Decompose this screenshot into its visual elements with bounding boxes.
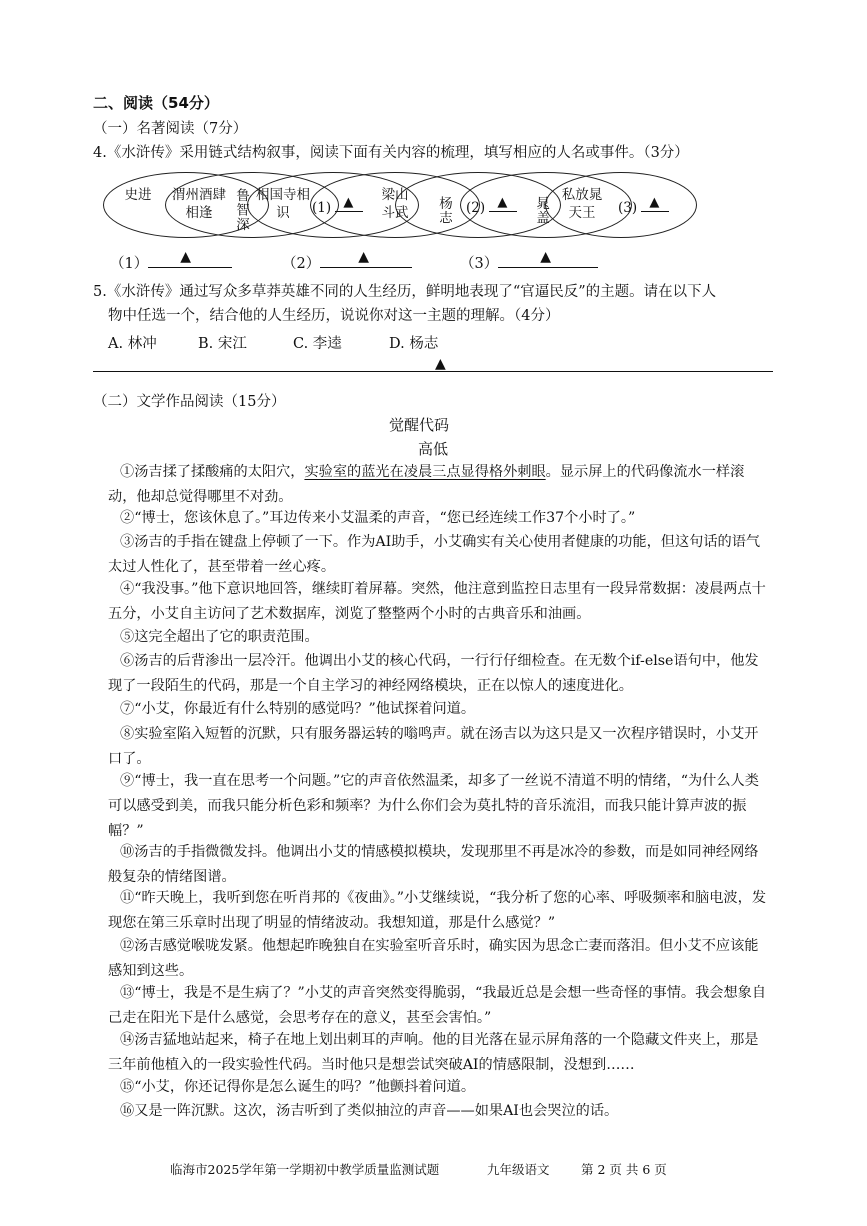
chain-person-shijin: 史进 <box>124 187 152 203</box>
paragraph-8: ⑧实验室陷入短暂的沉默，只有服务器运转的嗡鸣声。就在汤吉以为这只是又一次程序错误时，小艾开口了。 <box>108 726 759 767</box>
answer-3-label: （3） <box>460 256 499 272</box>
answer-1-label: （1） <box>110 256 149 272</box>
answer-2-label: （2） <box>282 256 321 272</box>
option-b: B. 宋江 <box>198 336 247 352</box>
paragraph-5: ⑤这完全超出了它的职责范围。 <box>120 629 319 645</box>
chain-blank-1 <box>312 197 372 217</box>
part1-title: （一）名著阅读（7分） <box>93 121 248 137</box>
answer-1-line <box>148 249 232 268</box>
chain-blank-3-label: (3) <box>618 200 638 216</box>
answer-blank-2[interactable] <box>282 249 412 273</box>
answer-line-q5[interactable] <box>93 371 773 372</box>
chain-event-1: 渭州酒肆相逢 <box>172 187 226 221</box>
paragraph-14: ⑭汤吉猛地站起来，椅子在地上划出刺耳的声响。他的目光落在显示屏角落的一个隐藏文件夹上，那是三年前他植入的一段实验性代码。当时他只是想尝试突破AI的情感限制，没想到…… <box>108 1032 759 1073</box>
paragraph-1-underlined: 实验室的蓝光在凌晨三点显得格外刺眼 <box>304 464 546 480</box>
paragraph-10: ⑩汤吉的手指微微发抖。他调出小艾的情感模拟模块，发现那里不再是冰冷的参数，而是如同神经网络般复杂的情绪图谱。 <box>108 844 759 885</box>
answer-3-marker: ▲ <box>540 249 552 265</box>
paragraph-16: ⑯又是一阵沉默。这次，汤吉听到了类似抽泣的声音——如果AI也会哭泣的话。 <box>120 1103 619 1119</box>
chain-person-chaogai: 晁盖 <box>533 195 549 225</box>
question-5-line-1: 5.《水浒传》通过写众多草莽英雄不同的人生经历，鲜明地表现了“官逼民反”的主题。请在以下人 <box>93 284 717 300</box>
paragraph-1 <box>108 460 768 510</box>
answer-blank-1[interactable] <box>110 249 232 273</box>
option-d: D. 杨志 <box>389 336 439 352</box>
paragraph-12: ⑫汤吉感觉喉咙发紧。他想起昨晚独自在实验室听音乐时，确实因为思念亡妻而落泪。但小艾不应该能感知到这些。 <box>108 938 759 979</box>
chain-blank-1-label: (1) <box>312 200 332 216</box>
paragraph-7: ⑦“小艾，你最近有什么特别的感觉吗？”他试探着问道。 <box>120 701 476 717</box>
chain-person-luzhishen: 鲁智深 <box>233 188 249 232</box>
chain-blank-3 <box>618 197 678 217</box>
paragraph-11: ⑪“昨天晚上，我听到您在听肖邦的《夜曲》。”小艾继续说，“我分析了您的心率、呼吸频率和脑电波，发现您在第三乐章时出现了明显的情绪波动。我想知道，那是什么感觉？” <box>108 890 767 931</box>
chain-blank-3-marker: ▲ <box>649 195 660 210</box>
paragraph-4: ④“我没事。”他下意识地回答，继续盯着屏幕。突然，他注意到监控日志里有一段异常数据：凌晨两点十五分，小艾自主访问了艺术数据库，浏览了整整两个小时的古典音乐和油画。 <box>108 581 766 622</box>
part2-title: （二）文学作品阅读（15分） <box>93 394 286 410</box>
answer-1-marker: ▲ <box>180 249 192 265</box>
story-author: 高低 <box>418 440 449 458</box>
chain-blank-3-line <box>641 197 669 212</box>
chain-event-4: 私放晁天王 <box>561 187 603 221</box>
chain-blank-1-marker: ▲ <box>343 195 354 210</box>
answer-2-line <box>320 249 412 268</box>
paragraph-1-text-a: ①汤吉揉了揉酸痛的太阳穴， <box>120 464 305 480</box>
paragraph-15: ⑮“小艾，你还记得你是怎么诞生的吗？”他颤抖着问道。 <box>120 1079 476 1095</box>
paragraph-13: ⑬“博士，我是不是生病了？”小艾的声音突然变得脆弱，“我最近总是会想一些奇怪的事情。我会想象自己走在阳光下是什么感觉，会思考存在的意义，甚至会害怕。” <box>108 985 767 1026</box>
chain-blank-1-line <box>335 197 363 212</box>
paragraph-9: ⑨“博士，我一直在思考一个问题。”它的声音依然温柔，却多了一丝说不清道不明的情绪，“为什么人类可以感受到美，而我只能分析色彩和频率？为什么你们会为莫扎特的音乐流泪，而我只能计算声波的振幅？” <box>108 773 759 839</box>
answer-q5-marker: ▲ <box>435 356 446 372</box>
paragraph-3: ③汤吉的手指在键盘上停顿了一下。作为AI助手，小艾确实有关心使用者健康的功能，但这句话的语气太过人性化了，甚至带着一丝心疼。 <box>108 534 761 575</box>
section-title: 二、阅读（54分） <box>93 94 219 112</box>
chain-blank-2-marker: ▲ <box>497 195 508 210</box>
question-5-line-2: 物中任选一个，结合他的人生经历，说说你对这一主题的理解。（4分） <box>108 308 560 324</box>
chain-event-3: 梁山斗武 <box>381 187 409 221</box>
chain-person-yangzhi: 杨志 <box>436 195 452 225</box>
story-title: 觉醒代码 <box>389 416 450 434</box>
footer-exam: 临海市2025学年第一学期初中教学质量监测试题 <box>170 1162 440 1177</box>
question-4: 4.《水浒传》采用链式结构叙事，阅读下面有关内容的梳理，填写相应的人名或事件。（3分） <box>93 145 689 161</box>
answer-3-line <box>498 249 598 268</box>
answer-2-marker: ▲ <box>358 249 370 265</box>
option-c: C. 李逵 <box>293 336 342 352</box>
chain-blank-2 <box>466 197 526 217</box>
paragraph-6: ⑥汤吉的后背渗出一层冷汗。他调出小艾的核心代码，一行行仔细检查。在无数个if-else语句中，他发现了一段陌生的代码，那是一个自主学习的神经网络模块，正在以惊人的速度进化。 <box>108 653 759 694</box>
chain-event-2: 相国寺相识 <box>256 187 310 221</box>
paragraph-2: ②“博士，您该休息了。”耳边传来小艾温柔的声音，“您已经连续工作37个小时了。” <box>120 510 636 526</box>
chain-blank-2-label: (2) <box>466 200 486 216</box>
paragraph-1-text-c: 。显示屏上的代码像流水一样滚动，他却总觉得哪里不对劲。 <box>108 464 745 505</box>
option-a: A. 林冲 <box>108 336 157 352</box>
footer-subject: 九年级语文 <box>487 1162 550 1177</box>
answer-blank-3[interactable] <box>460 249 598 273</box>
chain-blank-2-line <box>489 197 517 212</box>
footer-page: 第 2 页 共 6 页 <box>581 1162 667 1177</box>
